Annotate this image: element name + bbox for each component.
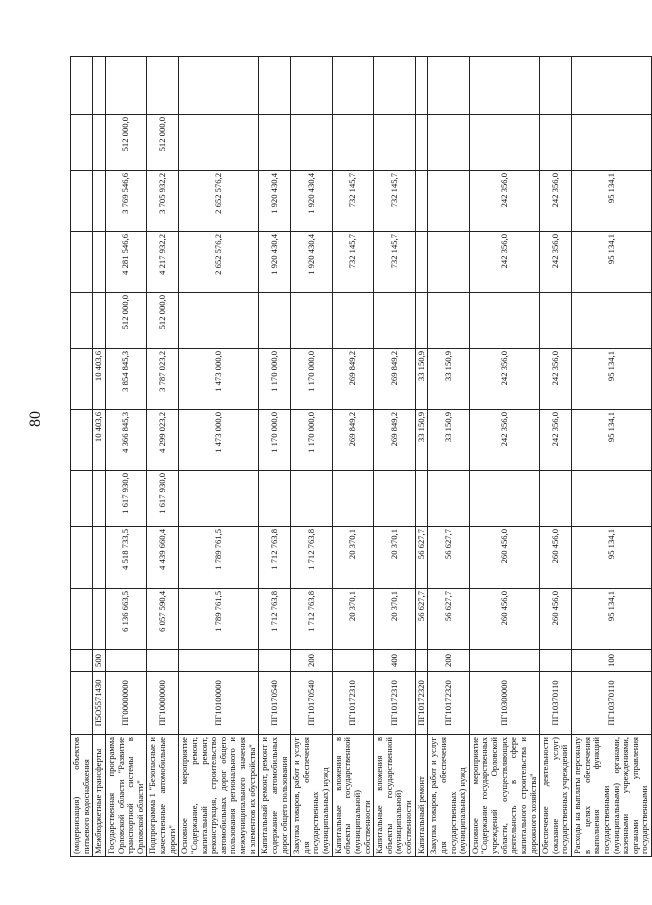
row-code-cell: ПГ10172320 bbox=[428, 672, 470, 735]
row-name-cell: Межбюджетные трансферты bbox=[93, 735, 106, 857]
row-value-cell: 1 712 763,8 bbox=[291, 527, 333, 589]
row-name-cell: Капитальные вложения в объекты государственной (муниципальной) собственности bbox=[332, 735, 374, 857]
row-type-cell: 500 bbox=[93, 650, 106, 672]
row-value-cell bbox=[374, 115, 416, 171]
row-value-cell: 20 370,1 bbox=[374, 527, 416, 589]
row-code-cell: ПГ10370110 bbox=[540, 672, 572, 735]
row-code-cell: ПГ10000000 bbox=[147, 672, 179, 735]
row-value-cell: 1 170 000,0 bbox=[259, 349, 291, 410]
row-type-cell bbox=[105, 650, 147, 672]
row-value-cell bbox=[147, 57, 179, 115]
row-value-cell: 4 366 845,3 bbox=[105, 410, 147, 471]
row-value-cell: 1 712 763,8 bbox=[291, 589, 333, 650]
row-value-cell: 4 518 733,5 bbox=[105, 527, 147, 589]
row-code-cell: П5О5571430 bbox=[93, 672, 106, 735]
row-value-cell: 20 370,1 bbox=[374, 589, 416, 650]
row-code-cell: ПГ10300000 bbox=[469, 672, 539, 735]
row-value-cell bbox=[71, 171, 93, 232]
row-name-cell: Закупка товаров, работ и услуг для обеспечения государственных (муниципальных) нужд bbox=[291, 735, 333, 857]
table-row bbox=[540, 57, 572, 857]
row-value-cell: 10 403,6 bbox=[93, 410, 106, 471]
row-value-cell bbox=[291, 471, 333, 527]
row-value-cell: 33 150,9 bbox=[415, 349, 428, 410]
row-value-cell: 56 627,7 bbox=[415, 589, 428, 650]
row-value-cell bbox=[105, 57, 147, 115]
row-type-cell bbox=[147, 650, 179, 672]
row-value-cell bbox=[71, 349, 93, 410]
row-code-cell: ПГ10170540 bbox=[259, 672, 291, 735]
row-type-cell bbox=[332, 650, 374, 672]
row-value-cell: 20 370,1 bbox=[332, 527, 374, 589]
row-value-cell: 242 356,0 bbox=[469, 349, 539, 410]
table-row bbox=[105, 57, 147, 857]
row-value-cell: 4 217 932,2 bbox=[147, 232, 179, 293]
table-row bbox=[415, 57, 428, 857]
row-type-cell: 400 bbox=[374, 650, 416, 672]
row-value-cell: 95 134,1 bbox=[572, 349, 652, 410]
row-value-cell: 3 854 845,3 bbox=[105, 349, 147, 410]
rotated-table-wrapper bbox=[70, 57, 652, 857]
row-value-cell: 1 170 000,0 bbox=[259, 410, 291, 471]
row-value-cell: 20 370,1 bbox=[332, 589, 374, 650]
table-row bbox=[179, 57, 259, 857]
row-value-cell: 1 170 000,0 bbox=[291, 349, 333, 410]
row-value-cell bbox=[259, 293, 291, 349]
row-value-cell: 95 134,1 bbox=[572, 410, 652, 471]
row-value-cell bbox=[572, 293, 652, 349]
row-code-cell: ПГ10370110 bbox=[572, 672, 652, 735]
row-value-cell: 512 000,0 bbox=[147, 293, 179, 349]
row-value-cell: 1 473 000,0 bbox=[179, 410, 259, 471]
row-value-cell bbox=[540, 115, 572, 171]
row-value-cell: 3 787 023,2 bbox=[147, 349, 179, 410]
row-value-cell: 1 789 761,5 bbox=[179, 589, 259, 650]
row-value-cell: 512 000,0 bbox=[105, 293, 147, 349]
row-value-cell: 260 456,0 bbox=[540, 589, 572, 650]
table-row bbox=[93, 57, 106, 857]
row-value-cell bbox=[93, 171, 106, 232]
row-value-cell: 242 356,0 bbox=[540, 171, 572, 232]
row-value-cell: 732 145,7 bbox=[332, 171, 374, 232]
page-number: 80 bbox=[27, 411, 44, 427]
row-value-cell: 2 652 576,2 bbox=[179, 171, 259, 232]
row-value-cell: 1 712 763,8 bbox=[259, 527, 291, 589]
row-value-cell bbox=[415, 115, 428, 171]
row-type-cell bbox=[415, 650, 428, 672]
row-value-cell bbox=[71, 293, 93, 349]
row-value-cell: 56 627,7 bbox=[428, 527, 470, 589]
row-value-cell bbox=[93, 471, 106, 527]
row-value-cell: 95 134,1 bbox=[572, 527, 652, 589]
row-type-cell bbox=[540, 650, 572, 672]
row-value-cell bbox=[415, 471, 428, 527]
table-row bbox=[332, 57, 374, 857]
row-value-cell bbox=[572, 471, 652, 527]
row-code-cell: ПГ10170540 bbox=[291, 672, 333, 735]
row-value-cell bbox=[291, 57, 333, 115]
row-value-cell: 3 705 932,2 bbox=[147, 171, 179, 232]
row-value-cell bbox=[469, 293, 539, 349]
row-value-cell: 732 145,7 bbox=[374, 171, 416, 232]
table-row bbox=[374, 57, 416, 857]
table-row bbox=[572, 57, 652, 857]
table-row bbox=[469, 57, 539, 857]
budget-table bbox=[70, 56, 652, 857]
row-value-cell bbox=[93, 57, 106, 115]
row-value-cell: 1 473 000,0 bbox=[179, 349, 259, 410]
row-value-cell: 4 439 660,4 bbox=[147, 527, 179, 589]
row-value-cell bbox=[469, 57, 539, 115]
row-value-cell: 6 057 590,4 bbox=[147, 589, 179, 650]
row-value-cell bbox=[415, 293, 428, 349]
row-value-cell bbox=[572, 57, 652, 115]
row-type-cell: 200 bbox=[428, 650, 470, 672]
row-value-cell bbox=[179, 471, 259, 527]
row-value-cell bbox=[71, 589, 93, 650]
row-value-cell: 512 000,0 bbox=[147, 115, 179, 171]
row-type-cell bbox=[179, 650, 259, 672]
row-name-cell: (модернизация) объектов питьевого водоснабжения bbox=[71, 735, 93, 857]
row-value-cell: 56 627,7 bbox=[428, 589, 470, 650]
row-value-cell bbox=[71, 232, 93, 293]
row-value-cell: 95 134,1 bbox=[572, 232, 652, 293]
table-row bbox=[147, 57, 179, 857]
row-value-cell: 1 920 430,4 bbox=[259, 171, 291, 232]
row-value-cell bbox=[179, 115, 259, 171]
row-value-cell bbox=[469, 115, 539, 171]
row-value-cell: 33 150,9 bbox=[415, 410, 428, 471]
row-value-cell: 269 849,2 bbox=[374, 349, 416, 410]
row-code-cell bbox=[71, 672, 93, 735]
row-value-cell: 6 136 663,5 bbox=[105, 589, 147, 650]
row-value-cell: 10 403,6 bbox=[93, 349, 106, 410]
row-value-cell bbox=[428, 115, 470, 171]
row-value-cell bbox=[291, 115, 333, 171]
row-name-cell: Обеспечение деятельности (оказание услуг) государственных учреждений bbox=[540, 735, 572, 857]
row-name-cell: Основное мероприятие "Содержание, ремонт, капитальный ремонт, реконструкция, строительство автомобильных дорог общего пользования регионального и межмуниципального значения и элементов их обустройства" bbox=[179, 735, 259, 857]
row-value-cell: 2 652 576,2 bbox=[179, 232, 259, 293]
row-value-cell bbox=[332, 57, 374, 115]
row-value-cell bbox=[428, 57, 470, 115]
row-value-cell: 1 789 761,5 bbox=[179, 527, 259, 589]
row-name-cell: Основное мероприятие "Содержание государственных учреждений Орловской области, осуществляющих деятельность в сфере капитального строительства и дорожного хозяйства" bbox=[469, 735, 539, 857]
row-value-cell: 732 145,7 bbox=[332, 232, 374, 293]
row-value-cell: 732 145,7 bbox=[374, 232, 416, 293]
row-value-cell: 242 356,0 bbox=[469, 410, 539, 471]
row-value-cell: 95 134,1 bbox=[572, 589, 652, 650]
row-value-cell bbox=[415, 57, 428, 115]
table-row bbox=[428, 57, 470, 857]
row-value-cell: 242 356,0 bbox=[540, 410, 572, 471]
row-value-cell bbox=[259, 57, 291, 115]
row-value-cell: 260 456,0 bbox=[540, 527, 572, 589]
row-type-cell bbox=[469, 650, 539, 672]
row-value-cell bbox=[291, 293, 333, 349]
row-value-cell bbox=[93, 527, 106, 589]
row-value-cell bbox=[93, 232, 106, 293]
row-name-cell: Закупка товаров, работ и услуг для обеспечения государственных (муниципальных) нужд bbox=[428, 735, 470, 857]
row-value-cell: 1 920 430,4 bbox=[291, 232, 333, 293]
row-value-cell: 56 627,7 bbox=[415, 527, 428, 589]
row-value-cell: 4 299 023,2 bbox=[147, 410, 179, 471]
row-name-cell: Капитальный ремонт, ремонт и содержание автомобильных дорог общего пользования bbox=[259, 735, 291, 857]
row-value-cell bbox=[374, 293, 416, 349]
row-value-cell: 1 920 430,4 bbox=[259, 232, 291, 293]
row-value-cell: 269 849,2 bbox=[332, 349, 374, 410]
row-value-cell: 1 170 000,0 bbox=[291, 410, 333, 471]
row-value-cell bbox=[428, 293, 470, 349]
row-code-cell: ПГ10172310 bbox=[332, 672, 374, 735]
row-value-cell bbox=[540, 293, 572, 349]
row-value-cell bbox=[332, 471, 374, 527]
row-value-cell: 1 617 930,0 bbox=[105, 471, 147, 527]
row-name-cell: Расходы на выплаты персоналу в целях обеспечения выполнения функций государственными (муниципальными) органами, казенными учреждениями, органами управления государственными bbox=[572, 735, 652, 857]
row-value-cell bbox=[374, 57, 416, 115]
row-value-cell: 33 150,9 bbox=[428, 349, 470, 410]
row-type-cell bbox=[259, 650, 291, 672]
row-value-cell bbox=[71, 115, 93, 171]
row-value-cell: 242 356,0 bbox=[469, 171, 539, 232]
row-value-cell bbox=[332, 293, 374, 349]
row-value-cell bbox=[93, 293, 106, 349]
row-type-cell: 100 bbox=[572, 650, 652, 672]
row-code-cell: ПГ10100000 bbox=[179, 672, 259, 735]
row-value-cell bbox=[428, 471, 470, 527]
row-value-cell: 242 356,0 bbox=[469, 232, 539, 293]
row-value-cell: 1 920 430,4 bbox=[291, 171, 333, 232]
row-value-cell: 242 356,0 bbox=[540, 349, 572, 410]
row-value-cell bbox=[179, 57, 259, 115]
row-value-cell: 33 150,9 bbox=[428, 410, 470, 471]
row-value-cell bbox=[259, 115, 291, 171]
row-value-cell bbox=[179, 293, 259, 349]
row-value-cell bbox=[374, 471, 416, 527]
row-value-cell bbox=[332, 115, 374, 171]
row-name-cell: Подпрограмма 1 "Безопасные и качественные автомобильные дороги" bbox=[147, 735, 179, 857]
row-code-cell: ПГ10172310 bbox=[374, 672, 416, 735]
row-code-cell: ПГ10172320 bbox=[415, 672, 428, 735]
row-value-cell bbox=[428, 171, 470, 232]
row-value-cell bbox=[428, 232, 470, 293]
row-value-cell: 242 356,0 bbox=[540, 232, 572, 293]
row-value-cell: 95 134,1 bbox=[572, 171, 652, 232]
row-name-cell: Капитальный ремонт bbox=[415, 735, 428, 857]
row-value-cell bbox=[71, 57, 93, 115]
row-value-cell: 260 456,0 bbox=[469, 527, 539, 589]
row-value-cell bbox=[540, 471, 572, 527]
row-value-cell: 269 849,2 bbox=[332, 410, 374, 471]
row-value-cell bbox=[415, 232, 428, 293]
row-value-cell bbox=[469, 471, 539, 527]
row-type-cell: 200 bbox=[291, 650, 333, 672]
row-value-cell bbox=[259, 471, 291, 527]
row-value-cell bbox=[71, 410, 93, 471]
row-value-cell: 1 617 930,0 bbox=[147, 471, 179, 527]
table-row bbox=[291, 57, 333, 857]
row-value-cell bbox=[540, 57, 572, 115]
row-name-cell: Капитальные вложения в объекты государственной (муниципальной) собственности bbox=[374, 735, 416, 857]
row-value-cell: 512 000,0 bbox=[105, 115, 147, 171]
table-row bbox=[259, 57, 291, 857]
row-value-cell bbox=[572, 115, 652, 171]
row-name-cell: Государственная программа Орловской области "Развитие транспортной системы в Орловской области" bbox=[105, 735, 147, 857]
row-value-cell bbox=[71, 471, 93, 527]
row-value-cell: 269 849,2 bbox=[374, 410, 416, 471]
row-value-cell: 4 281 546,6 bbox=[105, 232, 147, 293]
table-row bbox=[71, 57, 93, 857]
row-value-cell bbox=[71, 527, 93, 589]
row-type-cell bbox=[71, 650, 93, 672]
table-body bbox=[71, 57, 652, 857]
row-value-cell: 1 712 763,8 bbox=[259, 589, 291, 650]
row-value-cell bbox=[415, 171, 428, 232]
row-value-cell: 3 769 546,6 bbox=[105, 171, 147, 232]
row-value-cell bbox=[93, 115, 106, 171]
row-value-cell: 260 456,0 bbox=[469, 589, 539, 650]
row-value-cell bbox=[93, 589, 106, 650]
row-code-cell: ПГ00000000 bbox=[105, 672, 147, 735]
